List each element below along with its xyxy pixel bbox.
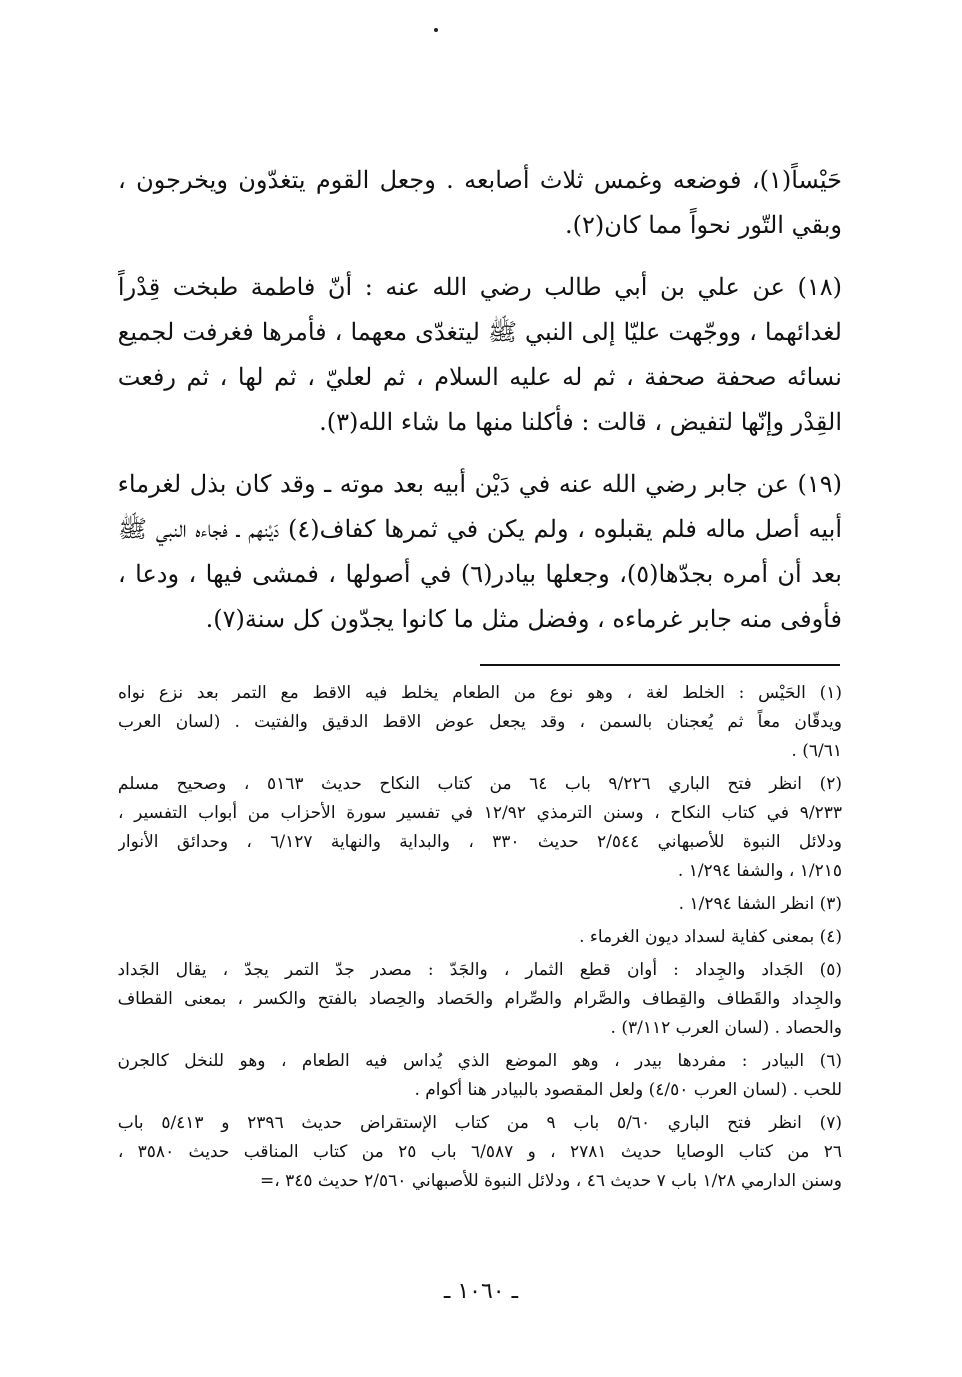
footnote (118, 679, 842, 766)
text-line: (١٩) عن جابر رضي الله عنه في دَيْن أبيه بعد موته ـ وقد كان بذل لغرماء (118, 470, 842, 498)
footnote-line: (١) الحَيْس : الخلط لغة ، وهو نوع من الطعام يخلط فيه الاقط مع التمر بعد نزع نواه (118, 683, 842, 703)
footnote-separator (480, 664, 840, 666)
text-line: القِدْر وإنّها لتفيض ، قالت : فأكلنا منها ما شاء الله(٣). (319, 408, 842, 436)
main-text (118, 158, 842, 659)
paragraph (118, 462, 842, 642)
footnote-line: (٦) البيادر : مفردها بيدر ، وهو الموضع الذي يُداس فيه الطعام ، وهو للنخل كالجرن (118, 1051, 842, 1071)
footnote (118, 890, 842, 919)
text-line: فأوفى منه جابر غرماءه ، وفضل مثل ما كانوا يجدّون كل سنة(٧). (205, 605, 842, 633)
footnote-line: والجِداد والقَطاف والقِطاف والصَّرام والصِّرام والحَصاد والحِصاد بالفتح والكسر ، بمعنى القطاف (118, 989, 842, 1009)
text-line: بعد أن أمره بجدّها(٥)، وجعلها بيادر(٦) في أصولها ، فمشى فيها ، ودعا ، (118, 560, 842, 588)
footnote-line: ويدقّان معاً ثم يُعجنان بالسمن ، وقد يجعل عوض الاقط الدقيق والفتيت . (لسان العرب (118, 712, 842, 732)
footnote (118, 956, 842, 1043)
footnotes (118, 679, 842, 1200)
text-line: نسائه صحفة صحفة ، ثم له عليه السلام ، ثم لعليّ ، ثم لها ، ثم رفعت (118, 363, 842, 391)
text-line: وبقي التّور نحواً مما كان(٢). (564, 211, 842, 239)
footnote-line: ودلائل النبوة للأصبهاني ٢/٥٤٤ حديث ٣٣٠ ، والبداية والنهاية ٦/١٢٧ ، وحدائق الأنوار (118, 832, 842, 852)
footnote (118, 770, 842, 886)
paragraph (118, 158, 842, 248)
footnote (118, 923, 842, 952)
text-line: (١٨) عن علي بن أبي طالب رضي الله عنه : أنّ فاطمة طبخت قِدْراً (118, 273, 842, 301)
text-line: أبيه أصل ماله فلم يقبلوه ، ولم يكن في ثمرها كفاف(٤) دَيْنهم ـ فجاءه النبي ﷺ (118, 515, 842, 543)
footnote-line: (٧) انظر فتح الباري ٥/٦٠ باب ٩ من كتاب الإستقراض حديث ٢٣٩٦ و ٥/٤١٣ باب (118, 1113, 842, 1133)
footnote (118, 1109, 842, 1196)
paragraph (118, 265, 842, 445)
footnote-line: للحب . (لسان العرب ٤/٥٠) ولعل المقصود بالبيادر هنا أكوام . (414, 1080, 842, 1100)
footnote-line: ٢٦ من كتاب الوصايا حديث ٢٧٨١ ، و ٦/٥٨٧ باب ٢٥ من كتاب المناقب حديث ٣٥٨٠ ، (118, 1142, 842, 1162)
text-line: حَيْساً(١)، فوضعه وغمس ثلاث أصابعه . وجعل القوم يتغدّون ويخرجون ، (118, 166, 842, 194)
text-line: لغدائهما ، ووجّهت عليّا إلى النبي ﷺ ليتغدّى معهما ، فأمرها فغرفت لجميع (118, 318, 842, 346)
footnote-line: ١/٢١٥ ، والشفا ١/٢٩٤ . (677, 861, 842, 881)
footnote-line: ٩/٢٣٣ في كتاب النكاح ، وسنن الترمذي ١٢/٩٢ في تفسير سورة الأحزاب من أبواب التفسير ، (118, 803, 842, 823)
footnote-line: (٣) انظر الشفا ١/٢٩٤ . (678, 894, 842, 914)
footnote (118, 1047, 842, 1105)
top-dot (434, 28, 438, 32)
footnote-line: ٦/٦١) . (791, 741, 842, 761)
footnote-line: والحصاد . (لسان العرب ٣/١١٢) . (610, 1018, 842, 1038)
footnote-line: (٥) الجَداد والجِداد : أوان قطع الثمار ، والجَدّ : مصدر جدّ التمر يجدّ ، يقال الجَداد (118, 960, 842, 980)
footnote-line: (٤) بمعنى كفاية لسداد ديون الغرماء . (579, 927, 842, 947)
page-number: ـ ١٠٦٠ ـ (443, 1279, 519, 1304)
footnote-line: وسنن الدارمي ١/٢٨ باب ٧ حديث ٤٦ ، ودلائل النبوة للأصبهاني ٢/٥٦٠ حديث ٣٤٥ ،= (259, 1171, 842, 1191)
footnote-line: (٢) انظر فتح الباري ٩/٢٢٦ باب ٦٤ من كتاب النكاح حديث ٥١٦٣ ، وصحيح مسلم (118, 774, 842, 794)
